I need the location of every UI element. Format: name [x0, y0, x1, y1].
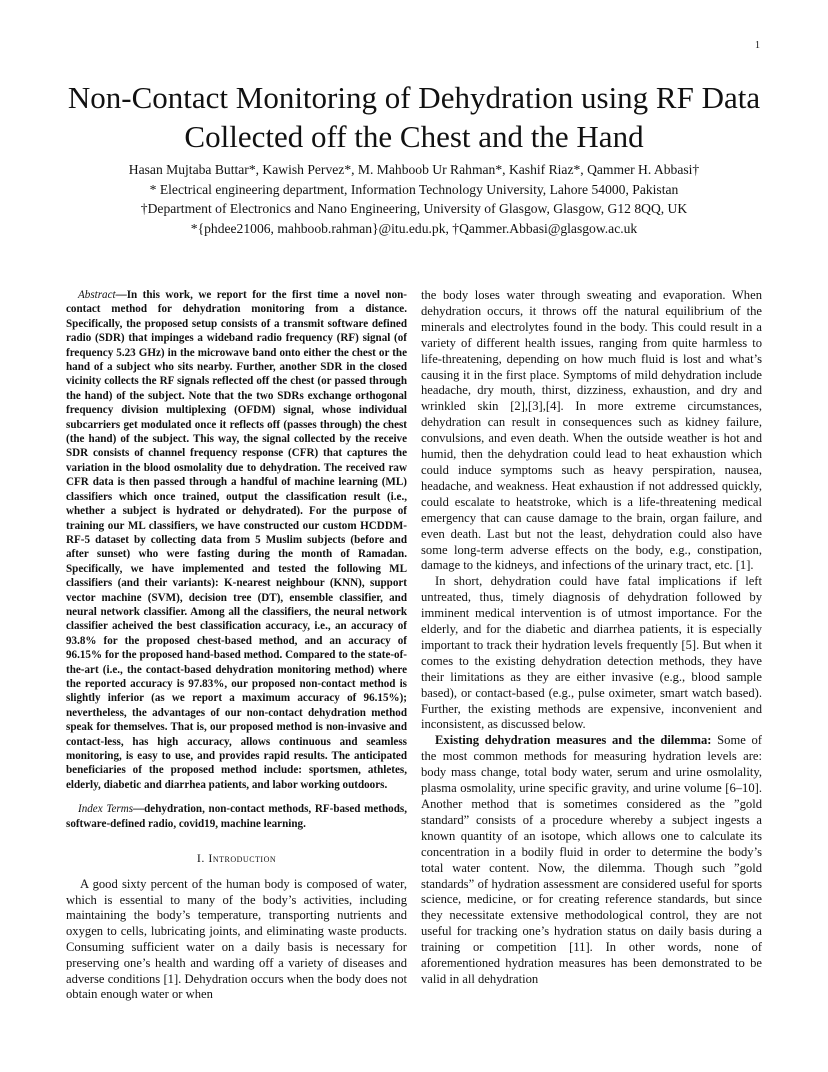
right-column — [421, 288, 762, 988]
abstract-text: —In this work, we report for the first time a novel non-contact method for dehydration monitoring from a distance. Specifically, the proposed setup consists of a transmit software defined radio (SDR) that impinges a wideband radio frequency (RF) signal (of frequency 5.23 GHz) in the microwave band onto either the chest or the hand of a subject who sits nearby. Further, another SDR in the closed vicinity collects the RF signals reflected off the chest (or passed through the hand) of the subject. Note that the two SDRs exchange orthogonal frequency division multiplexing (OFDM) signal, whose individual subcarriers get modulated once it reflects off (passes through) the chest (the hand) of the subject. This way, the signal collected by the receive SDR consists of channel frequency response (CFR) that captures the variation in the blood osmolality due to dehydration. The received raw CFR data is then passed through a handful of machine learning (ML) classifiers which once trained, output the classification result (i.e., whether a subject is hydrated or dehydrated). For the purpose of training our ML classifiers, we have constructed our custom HCDDM-RF-5 dataset by collecting data from 5 Muslim subjects (before and after sunset) who were fasting during the month of Ramadan. Specifically, we have implemented and tested the following ML classifiers (and their variants): K-nearest neighbour (KNN), support vector machine (SVM), decision tree (DT), ensemble classifier, and neural network classifier. Among all the classifiers, the neural network classifier acheived the best classification accuracy, i.e., an accuracy of 93.8% for the proposed chest-based method, and an accuracy of 96.15% for the proposed hand-based method. Compared to the state-of-the-art (i.e., the contact-based dehydration monitoring method) where the reported accuracy is 97.83%, our proposed non-contact method is slightly inferior (as we report a maximum accuracy of 96.15%); nevertheless, the advantages of our non-contact dehydration method speak for themselves. That is, our proposed method is non-invasive and contact-less, has high accuracy, allows continuous and seamless monitoring, is easy to use, and provides rapid results. The anticipated beneficiaries of the proposed method include: sportsmen, athletes, elderly, diabetic and diarrhea patients, and labor working outdoors. — [66, 289, 407, 791]
run-in-heading: Existing dehydration measures and the dilemma: — [435, 733, 712, 748]
left-column — [66, 288, 407, 1003]
page-number: 1 — [755, 40, 760, 51]
section-heading-introduction — [66, 851, 407, 867]
affiliation-itu: * Electrical engineering department, Information Technology University, Lahore 54000, Pakistan — [149, 181, 679, 197]
body-paragraph: In short, dehydration could have fatal implications if left untreated, thus, timely diagnosis of dehydration followed by imminent medical intervention is of utmost importance. For the elderly, and for the diabetic and diarrhea patients, it is especially important to track their hydration levels frequently [5]. But when it comes to the existing dehydration detection methods, they have their limitations as they are either invasive (e.g., blood sample based), or contact-based (e.g., pulse oximeter, smart watch based). Further, the existing methods are expensive, inconvenient and inconsistent, as discussed below. — [421, 574, 762, 732]
index-terms — [66, 802, 407, 831]
section-title: Introduction — [208, 851, 277, 866]
body-paragraph-continued: the body loses water through sweating and evaporation. When dehydration occurs, it throws off the natural equilibrium of the minerals and electrolytes found in the body. This could result in a variety of different health issues, ranging from quite harmless to life-threatening, depending on how much fluid is lost and what’s causing it in the first place. Symptoms of mild dehydration include headache, dry mouth, thirst, dizziness, exhaustion, and dry and wrinkled skin [2],[3],[4]. In more extreme circumstances, dehydration can result in consequences such as kidney failure, convulsions, and even death. When the outside weather is hot and humid, then the dehydration could lead to heat exhaustion which could induce symptoms such as heavy perspiration, nausea, headache, and weakness. Heat exhaustion if not addressed quickly, could escalate to heatstroke, which is a life-threatening medical emergency that can cause damage to the brain, organ failure, and even death. Last but not the least, dehydration could also have some long-term adverse effects on the body, e.g., constipation, damage to the kidneys, and infections of the urinary tract, etc. [1]. — [421, 288, 762, 573]
index-terms-label: Index Terms — [78, 803, 134, 816]
author-block — [40, 160, 788, 238]
abstract-label: Abstract — [78, 289, 116, 301]
intro-paragraph: A good sixty percent of the human body is composed of water, which is essential to many of the body’s activities, including maintaining the body’s temperature, transporting nutrients and oxygen to cells, lubricating joints, and eliminating waste products. Consuming sufficient water on a daily basis is necessary for preserving one’s health and warding off a variety of diseases and adverse conditions [1]. Dehydration occurs when the body does not obtain enough water or when — [66, 876, 407, 1002]
body-paragraph-dilemma — [421, 733, 762, 988]
author-emails: *{phdee21006, mahboob.rahman}@itu.edu.pk, †Qammer.Abbasi@glasgow.ac.uk — [190, 220, 638, 236]
abstract — [66, 288, 407, 792]
dilemma-text: Some of the most common methods for measuring hydration levels are: body mass change, total body water, serum and urine osmolality, plasma osmolality, urine specific gravity, and urine volume [6–10]. Another method that is sometimes considered as the ”gold standard” consists of a procedure whereby a subject ingests a known quantity of an isotope, which allows one to calculate its concentration in a bodily fluid in order to determine the body’s total water content. Now, the dilemma. Though such ”gold standards” of hydration assessment are considered useful for sports science, medicine, or for creating reference standards, but since they necessitate extensive methodological control, they are not useful for tracking one’s hydration status on daily basis during a training or competition [11]. In other words, none of aforementioned hydration measures has been demonstrated to be valid in all dehydration — [421, 733, 762, 986]
paper-title: Non-Contact Monitoring of Dehydration using RF Data Collected off the Chest and the Hand — [67, 80, 761, 154]
author-list: Hasan Mujtaba Buttar*, Kawish Pervez*, M. Mahboob Ur Rahman*, Kashif Riaz*, Qammer H. Abbasi† — [128, 162, 700, 177]
section-number: I. — [196, 851, 205, 866]
index-terms-text: —dehydration, non-contact methods, RF-based methods, software-defined radio, covid19, machine learning. — [66, 803, 407, 830]
affiliation-glasgow: †Department of Electronics and Nano Engineering, University of Glasgow, Glasgow, G12 8QQ, UK — [140, 201, 688, 216]
